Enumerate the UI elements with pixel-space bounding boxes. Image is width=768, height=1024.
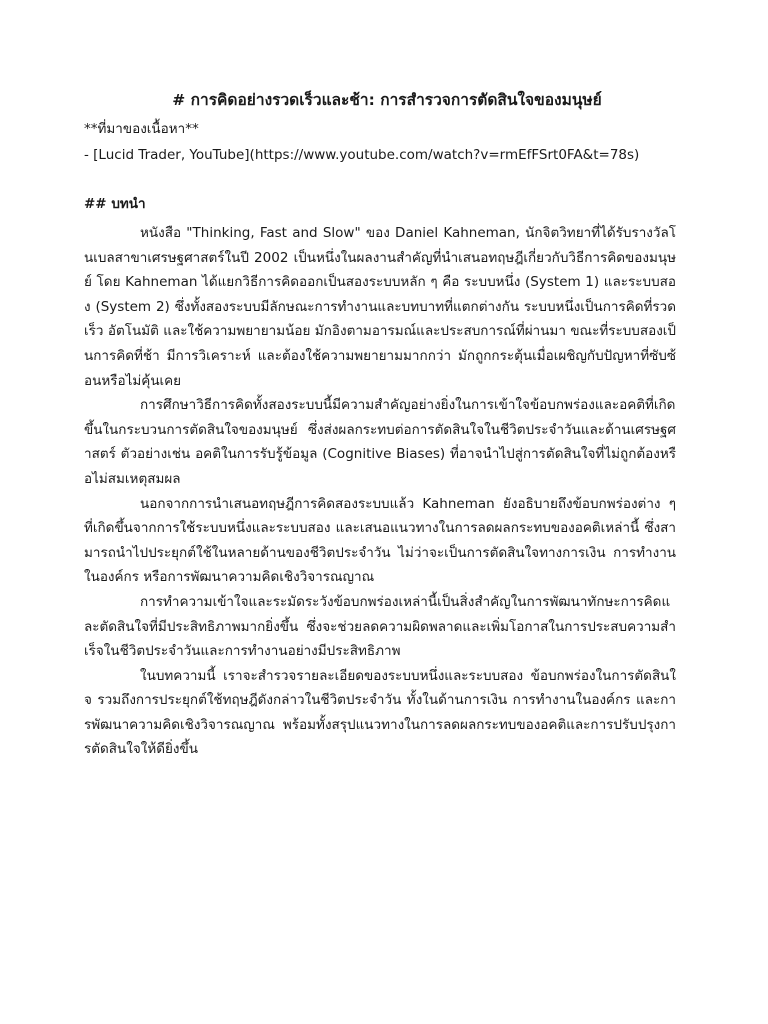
paragraph-intro-3: นอกจากการนำเสนอทฤษฎีการคิดสองระบบแล้ว Kahneman ยังอธิบายถึงข้อบกพร่องต่าง ๆ ที่เกิดขึ้นจากการใช้ระบบหนึ่งและระบบสอง และเสนอแนวทางในการลดผลกระทบของอคติเหล่านี้ ซึ่งสามารถนำไปประยุกต์ใช้ในหลายด้านของชีวิตประจำวัน ไม่ว่าจะเป็นการตัดสินใจทางการเงิน การทำงานในองค์กร หรือการพัฒนาความคิดเชิงวิจารณญาณ [84, 495, 676, 586]
paragraph-intro-1: หนังสือ "Thinking, Fast and Slow" ของ Daniel Kahneman, นักจิตวิทยาที่ได้รับรางวัลโนเบลสาขาเศรษฐศาสตร์ในปี 2002 เป็นหนึ่งในผลงานสำคัญที่นำเสนอทฤษฎีเกี่ยวกับวิธีการคิดของมนุษย์ โดย Kahneman ได้แยกวิธีการคิดออกเป็นสองระบบหลัก ๆ คือ ระบบหนึ่ง (System 1) และระบบสอง (System 2) ซึ่งทั้งสองระบบมีลักษณะการทำงานและบทบาทที่แตกต่างกัน ระบบหนึ่งเป็นการคิดที่รวดเร็ว อัตโนมัติ และใช้ความพยายามน้อย มักอิงตามอารมณ์และประสบการณ์ที่ผ่านมา ขณะที่ระบบสองเป็นการคิดที่ช้า มีการวิเคราะห์ และต้องใช้ความพยายามมากกว่า มักถูกกระตุ้นเมื่อเผชิญกับปัญหาที่ซับซ้อนหรือไม่คุ้นเคย [84, 225, 676, 389]
source-link-line: - [Lucid Trader, YouTube](https://www.youtube.com/watch?v=rmEfFSrt0FA&t=78s) [84, 147, 640, 163]
document-title: # การคิดอย่างรวดเร็วและช้า: การสำรวจการตัดสินใจของมนุษย์ [172, 91, 602, 109]
paragraph-intro-2: การศึกษาวิธีการคิดทั้งสองระบบนี้มีความสำคัญอย่างยิ่งในการเข้าใจข้อบกพร่องและอคติที่เกิดขึ้นในกระบวนการตัดสินใจของมนุษย์ ซึ่งส่งผลกระทบต่อการตัดสินใจในชีวิตประจำวันและด้านเศรษฐศาสตร์ ตัวอย่างเช่น อคติในการรับรู้ข้อมูล (Cognitive Biases) ที่อาจนำไปสู่การตัดสินใจที่ไม่ถูกต้องหรือไม่สมเหตุสมผล [84, 397, 676, 487]
paragraph-intro-5: ในบทความนี้ เราจะสำรวจรายละเอียดของระบบหนึ่งและระบบสอง ข้อบกพร่องในการตัดสินใจ รวมถึงการประยุกต์ใช้ทฤษฎีดังกล่าวในชีวิตประจำวัน ทั้งในด้านการเงิน การทำงานในองค์กร และการพัฒนาความคิดเชิงวิจารณญาณ พร้อมทั้งสรุปแนวทางในการลดผลกระทบของอคติและการปรับปรุงการตัดสินใจให้ดียิ่งขึ้น [84, 667, 676, 758]
section-heading-introduction: ## บทนำ [84, 196, 146, 212]
source-label: **ที่มาของเนื้อหา** [84, 121, 199, 137]
paragraph-intro-4: การทำความเข้าใจและระมัดระวังข้อบกพร่องเหล่านี้เป็นสิ่งสำคัญในการพัฒนาทักษะการคิดและตัดสินใจที่มีประสิทธิภาพมากยิ่งขึ้น ซึ่งจะช่วยลดความผิดพลาดและเพิ่มโอกาสในการประสบความสำเร็จในชีวิตประจำวันและการทำงานอย่างมีประสิทธิภาพ [84, 593, 676, 660]
